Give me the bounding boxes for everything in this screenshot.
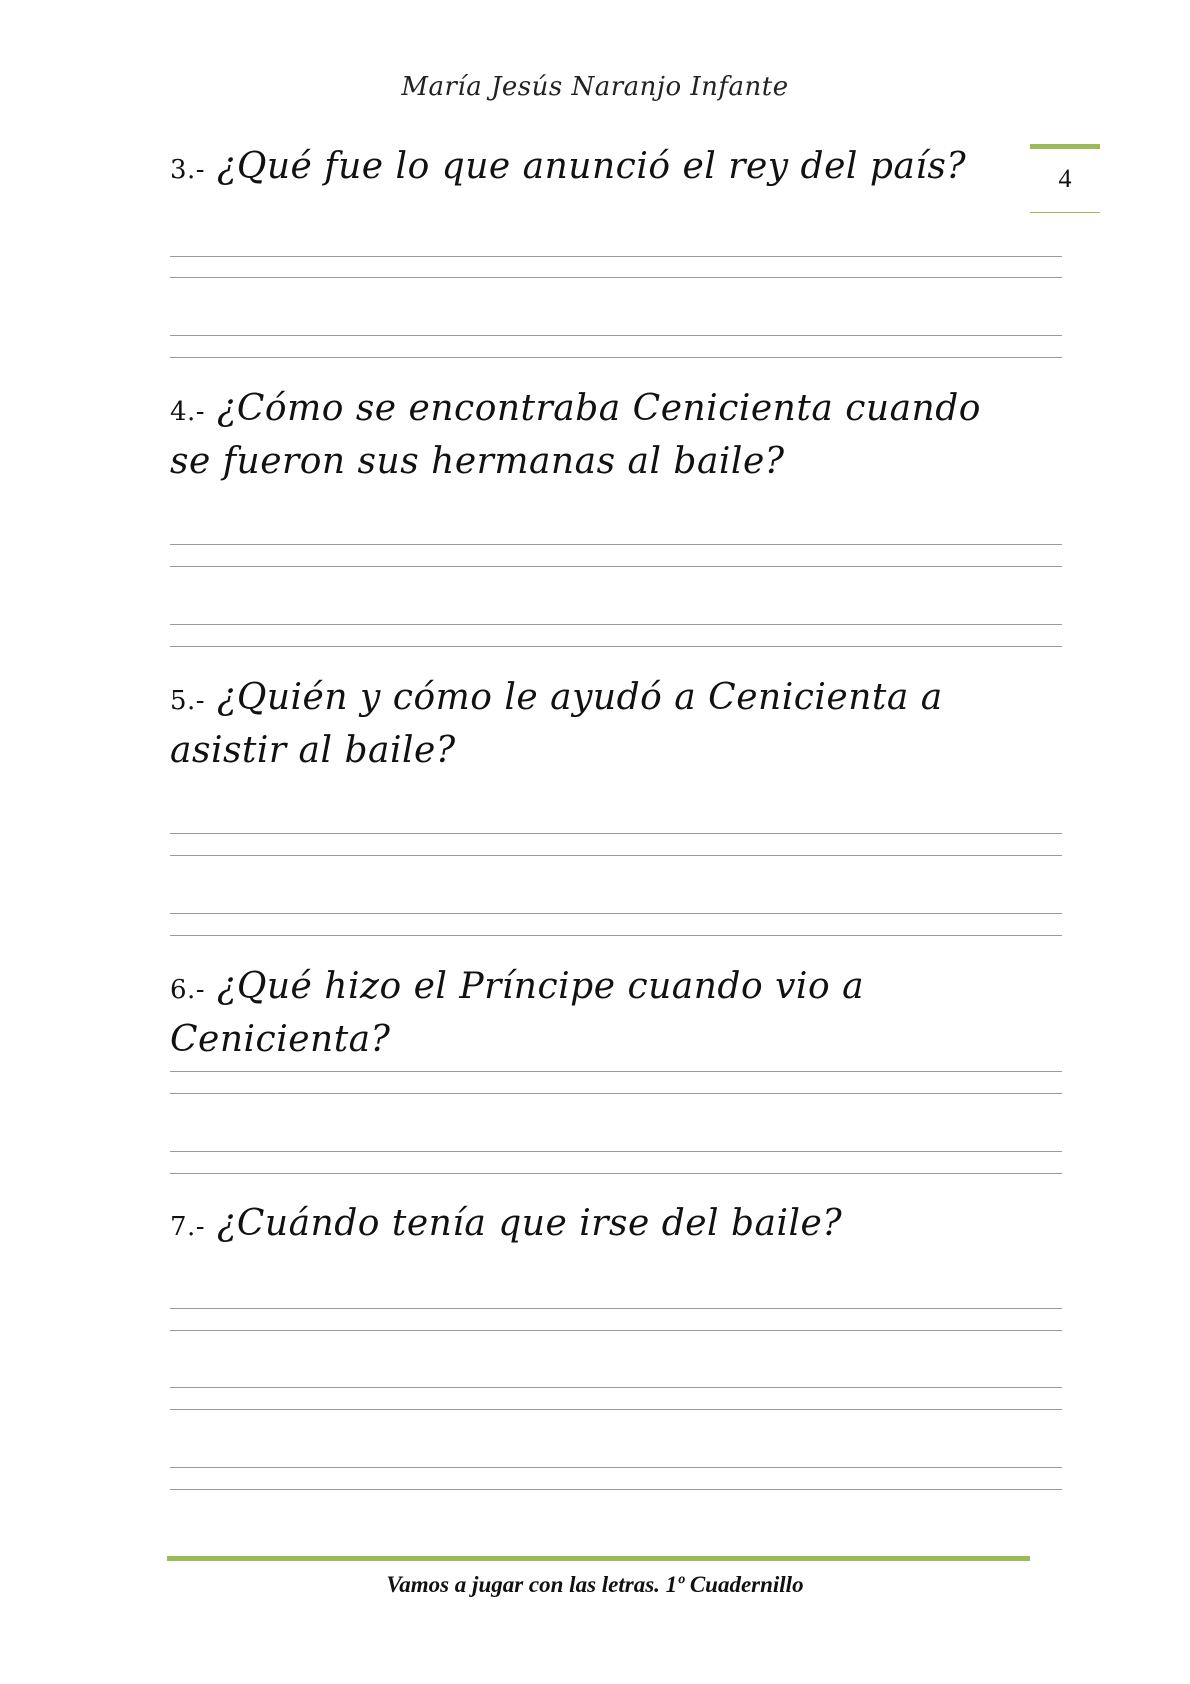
answer-line[interactable] — [170, 913, 1062, 914]
question-number: 7.- — [170, 1212, 206, 1242]
page-number-box — [1030, 144, 1100, 216]
answer-line[interactable] — [170, 1173, 1062, 1174]
question-text: ¿Quién y cómo le ayudó a Cenicienta a asistir al baile? — [170, 677, 943, 771]
answer-line[interactable] — [170, 335, 1062, 336]
answer-line[interactable] — [170, 1093, 1062, 1094]
answer-line[interactable] — [170, 1409, 1062, 1410]
question-number: 4.- — [170, 397, 206, 427]
question-3 — [170, 142, 1030, 195]
question-text: ¿Cómo se encontraba Cenicienta cuando se fueron sus hermanas al baile? — [170, 388, 981, 482]
question-number: 3.- — [170, 155, 206, 185]
answer-line[interactable] — [170, 1330, 1062, 1331]
question-number: 6.- — [170, 975, 206, 1005]
question-5 — [170, 673, 1030, 776]
answer-line[interactable] — [170, 935, 1062, 936]
answer-line[interactable] — [170, 357, 1062, 358]
answer-line[interactable] — [170, 1151, 1062, 1152]
question-text: ¿Cuándo tenía que irse del baile? — [217, 1203, 843, 1244]
answer-line[interactable] — [170, 277, 1062, 278]
answer-line[interactable] — [170, 256, 1062, 257]
answer-line[interactable] — [170, 1387, 1062, 1388]
question-4 — [170, 384, 1030, 487]
question-7 — [170, 1199, 1030, 1252]
page-number: 4 — [1058, 164, 1072, 193]
answer-line[interactable] — [170, 566, 1062, 567]
question-text: ¿Qué fue lo que anunció el rey del país? — [217, 146, 967, 187]
answer-line[interactable] — [170, 855, 1062, 856]
answer-line[interactable] — [170, 833, 1062, 834]
author-header: María Jesús Naranjo Infante — [401, 72, 789, 102]
answer-line[interactable] — [170, 1071, 1062, 1072]
answer-line[interactable] — [170, 1308, 1062, 1309]
page-number-top-rule — [1030, 144, 1100, 149]
answer-line[interactable] — [170, 1489, 1062, 1490]
question-text: ¿Qué hizo el Príncipe cuando vio a Cenicienta? — [170, 966, 865, 1060]
question-number: 5.- — [170, 686, 206, 716]
question-6 — [170, 962, 1030, 1065]
answer-line[interactable] — [170, 1467, 1062, 1468]
answer-line[interactable] — [170, 646, 1062, 647]
footer-rule — [167, 1556, 1030, 1561]
answer-line[interactable] — [170, 544, 1062, 545]
footer-text: Vamos a jugar con las letras. 1º Cuadernillo — [386, 1572, 804, 1597]
answer-line[interactable] — [170, 624, 1062, 625]
page-number-bottom-rule — [1030, 212, 1100, 213]
